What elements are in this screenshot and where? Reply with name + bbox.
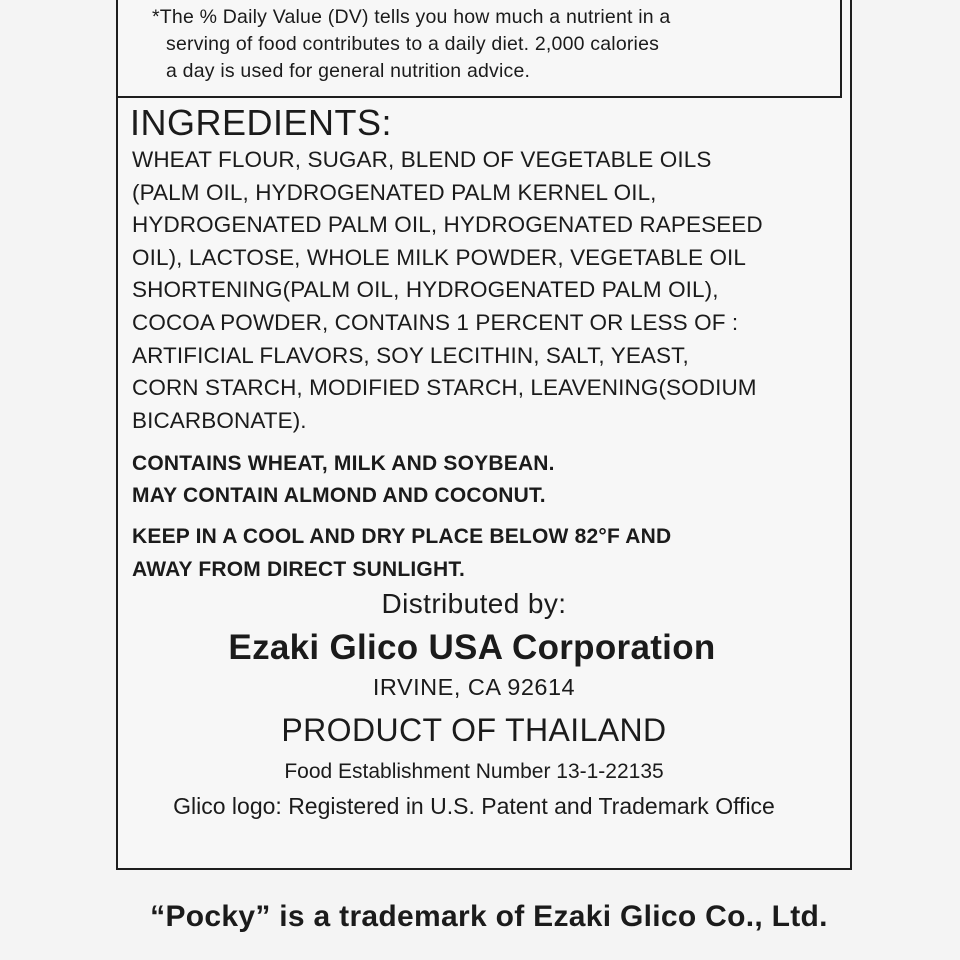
daily-value-line: a day is used for general nutrition advice. [166,60,531,82]
storage-line: AWAY FROM DIRECT SUNLIGHT. [132,558,466,581]
daily-value-line: *The % Daily Value (DV) tells you how much a nutrient in a [152,6,671,28]
ingredients-line: HYDROGENATED PALM OIL, HYDROGENATED RAPESEED [132,212,763,238]
daily-value-line: serving of food contributes to a daily diet. 2,000 calories [166,33,660,55]
allergen-line: MAY CONTAIN ALMOND AND COCONUT. [132,484,546,507]
allergen-statement [132,448,555,512]
nutrition-label-panel [116,0,852,870]
ingredients-line: ARTIFICIAL FLAVORS, SOY LECITHIN, SALT, YEAST, [132,342,689,368]
daily-value-footnote-box [118,0,842,98]
trademark-notice: “Pocky” is a trademark of Ezaki Glico Co., Ltd. [150,900,828,933]
ingredients-line: SHORTENING(PALM OIL, HYDROGENATED PALM OIL), [132,277,719,303]
distributor-address: IRVINE, CA 92614 [372,674,576,700]
daily-value-footnote [152,4,812,85]
distributor-company: Ezaki Glico USA Corporation [228,628,716,667]
allergen-line: CONTAINS WHEAT, MILK AND SOYBEAN. [132,452,555,475]
ingredients-heading: INGREDIENTS: [130,102,393,143]
storage-line: KEEP IN A COOL AND DRY PLACE BELOW 82°F AND [132,525,672,548]
ingredients-line: BICARBONATE). [132,407,307,433]
ingredients-line: WHEAT FLOUR, SUGAR, BLEND OF VEGETABLE OILS [132,147,712,172]
ingredients-line: COCOA POWDER, CONTAINS 1 PERCENT OR LESS OF : [132,309,739,335]
food-establishment-number: Food Establishment Number 13-1-22135 [284,760,664,783]
ingredients-line: (PALM OIL, HYDROGENATED PALM KERNEL OIL, [132,179,657,205]
logo-registration-notice: Glico logo: Registered in U.S. Patent and Trademark Office [173,793,775,819]
storage-instructions [132,520,671,586]
ingredients-line: CORN STARCH, MODIFIED STARCH, LEAVENING(SODIUM [132,375,757,401]
ingredients-list [132,144,842,437]
ingredients-line: OIL), LACTOSE, WHOLE MILK POWDER, VEGETABLE OIL [132,244,747,270]
distributed-by-label: Distributed by: [381,588,567,619]
country-of-origin: PRODUCT OF THAILAND [281,712,667,748]
